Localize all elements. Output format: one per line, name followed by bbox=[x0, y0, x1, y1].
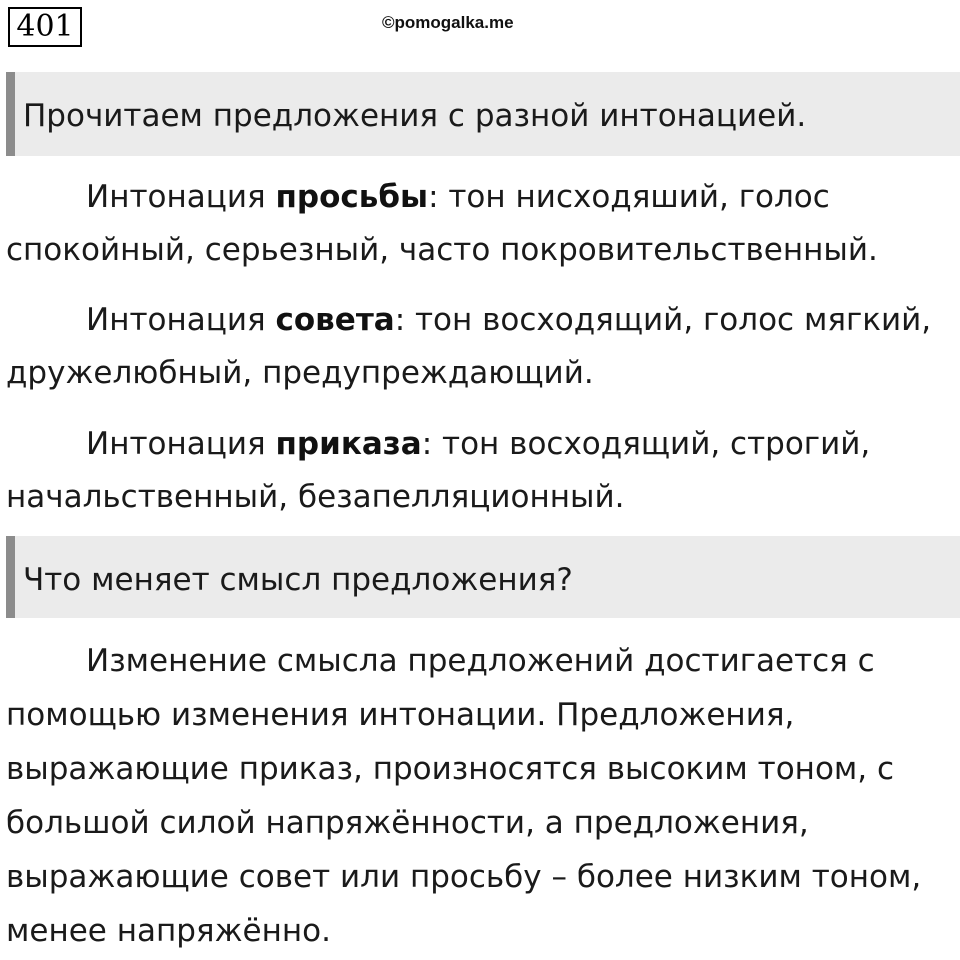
section-heading-question: Что меняет смысл предложения? bbox=[6, 536, 960, 618]
paragraph-advice-intonation bbox=[6, 294, 956, 400]
term-description: : тон восходящий, строгий, начальственный, безапелляционный. bbox=[6, 426, 871, 515]
term-description: : тон восходящий, голос мягкий, дружелюбный, предупреждающий. bbox=[6, 302, 932, 391]
watermark: ©pomogalka.me bbox=[382, 13, 514, 32]
paragraph-order-intonation bbox=[6, 418, 956, 524]
term-advice: совета bbox=[275, 302, 395, 338]
paragraph-lead: Интонация bbox=[86, 302, 276, 338]
paragraph-answer: Изменение смысла предложений достигается с помощью изменения интонации. Предложения, выражающие приказ, произносятся высоким тоном, с большой силой напряжённости, а предложения, выражающие совет или просьбу – более низким тоном, менее напряжённо. bbox=[6, 643, 922, 949]
task-number-box: 401 bbox=[8, 7, 82, 47]
term-order: приказа bbox=[275, 426, 422, 462]
term-description: : тон нисходяший, голос спокойный, серьезный, часто покровительственный. bbox=[6, 179, 878, 268]
paragraph-lead: Интонация bbox=[86, 426, 276, 462]
section-heading-intonation: Прочитаем предложения с разной интонацией. bbox=[6, 72, 960, 156]
paragraph-request-intonation bbox=[6, 171, 956, 277]
paragraph-lead: Интонация bbox=[86, 179, 276, 215]
term-request: просьбы bbox=[275, 179, 429, 215]
